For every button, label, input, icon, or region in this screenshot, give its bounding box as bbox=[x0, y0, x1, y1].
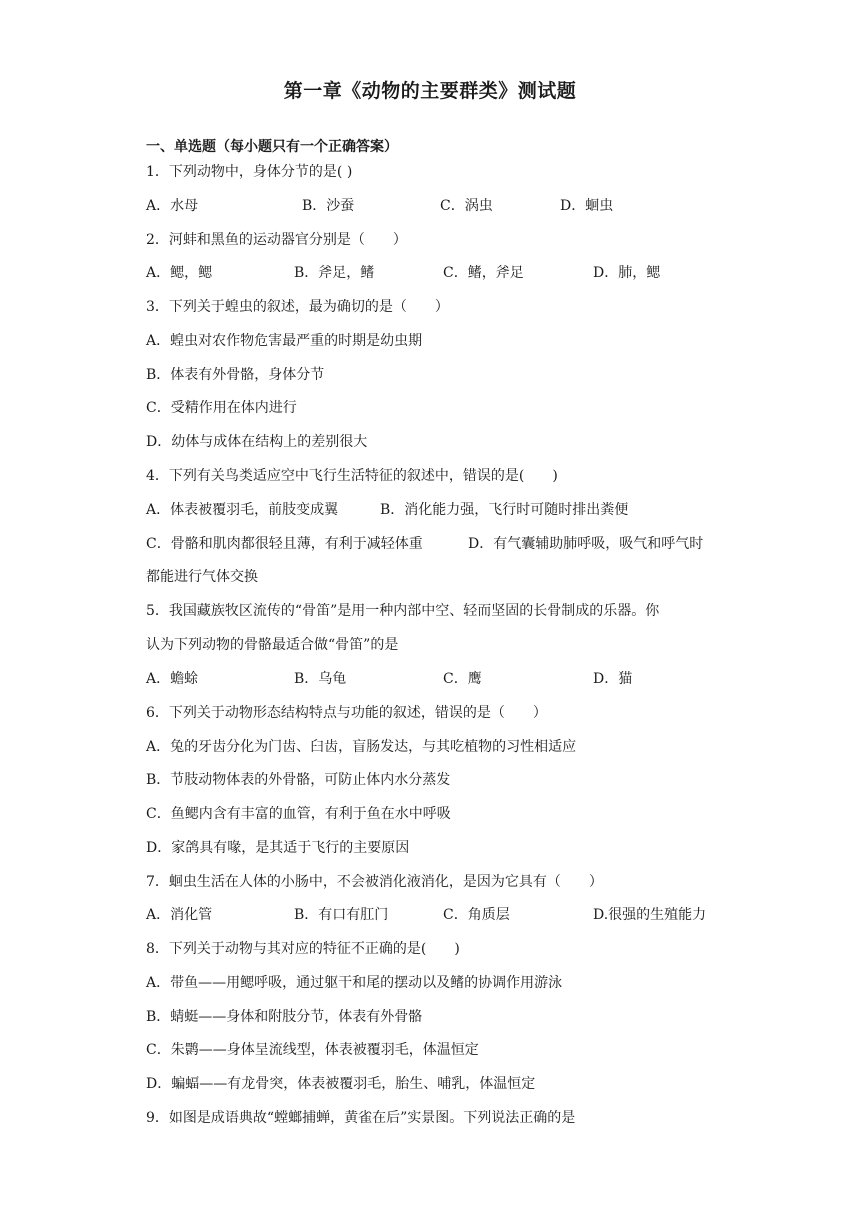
question-8-option-b: B．蜻蜓——身体和附肢分节，体表有外骨骼 bbox=[146, 1009, 423, 1025]
question-2-option-b: B．斧足，鳍 bbox=[294, 265, 375, 281]
question-6-option-d: D．家鸽具有喙，是其适于飞行的主要原因 bbox=[146, 840, 410, 856]
section-heading: 一、单选题（每小题只有一个正确答案） bbox=[146, 139, 398, 155]
question-4-option-d: D．有气囊辅助肺呼吸，吸气和呼气时 bbox=[468, 536, 704, 552]
question-6-option-c: C．鱼鳃内含有丰富的血管，有利于鱼在水中呼吸 bbox=[146, 806, 451, 822]
question-5-option-a: A．蟾蜍 bbox=[146, 671, 199, 687]
question-7-option-c: C．角质层 bbox=[443, 907, 510, 923]
question-2-option-a: A．鳃，鳃 bbox=[146, 265, 213, 281]
question-1-option-b: B．沙蚕 bbox=[302, 198, 355, 214]
question-4-option-d-cont: 都能进行气体交换 bbox=[146, 569, 258, 585]
question-3-option-a: A．蝗虫对农作物危害最严重的时期是幼虫期 bbox=[146, 333, 423, 349]
question-5-stem-cont: 认为下列动物的骨骼最适合做“骨笛”的是 bbox=[146, 637, 399, 653]
page-title: 第一章《动物的主要群类》测试题 bbox=[283, 80, 577, 102]
question-9-stem: 9．如图是成语典故“螳螂捕蝉，黄雀在后”实景图。下列说法正确的是 bbox=[146, 1110, 576, 1126]
question-5-option-d: D．猫 bbox=[593, 671, 633, 687]
question-4-stem: 4．下列有关鸟类适应空中飞行生活特征的叙述中，错误的是( ) bbox=[146, 468, 558, 484]
question-8-option-a: A．带鱼——用鳃呼吸，通过躯干和尾的摆动以及鳍的协调作用游泳 bbox=[146, 975, 563, 991]
question-6-option-a: A．兔的牙齿分化为门齿、臼齿，盲肠发达，与其吃植物的习性相适应 bbox=[146, 739, 577, 755]
question-6-stem: 6．下列关于动物形态结构特点与功能的叙述，错误的是（ ） bbox=[146, 705, 547, 721]
question-5-stem: 5．我国藏族牧区流传的“骨笛”是用一种内部中空、轻而坚固的长骨制成的乐器。你 bbox=[146, 603, 660, 619]
question-8-option-d: D．蝙蝠——有龙骨突，体表被覆羽毛，胎生、哺乳，体温恒定 bbox=[146, 1076, 536, 1092]
question-3-option-b: B．体表有外骨骼，身体分节 bbox=[146, 367, 325, 383]
question-4-option-a: A．体表被覆羽毛，前肢变成翼 bbox=[146, 502, 339, 518]
question-8-stem: 8．下列关于动物与其对应的特征不正确的是( ) bbox=[146, 941, 460, 957]
question-2-option-c: C．鳍，斧足 bbox=[443, 265, 524, 281]
question-3-option-c: C．受精作用在体内进行 bbox=[146, 400, 297, 416]
question-2-stem: 2．河蚌和黑鱼的运动器官分别是（ ） bbox=[146, 232, 407, 248]
question-1-stem: 1．下列动物中，身体分节的是( ) bbox=[146, 164, 353, 180]
question-6-option-b: B．节肢动物体表的外骨骼，可防止体内水分蒸发 bbox=[146, 772, 451, 788]
question-2-option-d: D．肺，鳃 bbox=[593, 265, 661, 281]
question-7-option-b: B．有口有肛门 bbox=[294, 907, 389, 923]
question-8-option-c: C．朱鹮——身体呈流线型，体表被覆羽毛，体温恒定 bbox=[146, 1042, 479, 1058]
question-7-stem: 7．蛔虫生活在人体的小肠中，不会被消化液消化，是因为它具有（ ） bbox=[146, 874, 603, 890]
question-5-option-b: B．乌龟 bbox=[294, 671, 347, 687]
question-7-option-a: A．消化管 bbox=[146, 907, 213, 923]
question-7-option-d: D.很强的生殖能力 bbox=[593, 907, 707, 923]
question-4-option-b: B．消化能力强，飞行时可随时排出粪便 bbox=[380, 502, 629, 518]
question-1-option-c: C．涡虫 bbox=[440, 198, 493, 214]
question-4-option-c: C．骨骼和肌肉都很轻且薄，有利于减轻体重 bbox=[146, 536, 423, 552]
question-3-option-d: D．幼体与成体在结构上的差别很大 bbox=[146, 434, 368, 450]
question-1-option-d: D．蛔虫 bbox=[560, 198, 614, 214]
question-3-stem: 3．下列关于蝗虫的叙述，最为确切的是（ ） bbox=[146, 299, 449, 315]
question-5-option-c: C．鹰 bbox=[443, 671, 482, 687]
question-1-option-a: A．水母 bbox=[146, 198, 199, 214]
